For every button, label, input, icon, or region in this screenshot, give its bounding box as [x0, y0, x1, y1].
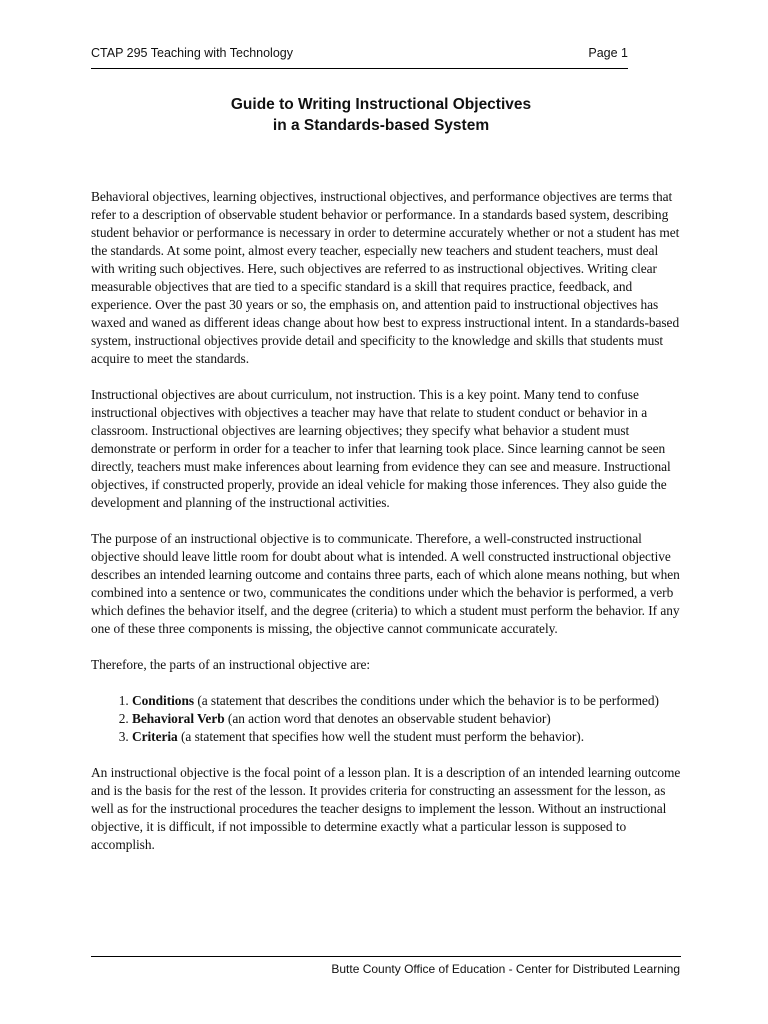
list-term: Criteria	[132, 729, 178, 744]
footer-divider	[91, 956, 681, 957]
list-term: Behavioral Verb	[132, 711, 225, 726]
list-description: (an action word that denotes an observable student behavior)	[224, 711, 551, 726]
paragraph-closing: An instructional objective is the focal point of a lesson plan. It is a description of an intended learning outcome and is the basis for the rest of the lesson. It provides criteria for constructing an assessment for the lesson, as well as for the instructional procedures the teacher designs to implement the lesson. Without an instructional objective, it is difficult, if not impossible to determine exactly what a particular lesson is supposed to accomplish.	[91, 765, 681, 852]
paragraph-parts-intro: Therefore, the parts of an instructional objective are:	[91, 657, 371, 672]
page-number: Page 1	[588, 46, 628, 60]
page-footer: Butte County Office of Education - Center for Distributed Learning	[331, 962, 680, 976]
list-term: Conditions	[132, 693, 195, 708]
page-header	[91, 44, 628, 69]
course-title: CTAP 295 Teaching with Technology	[91, 46, 293, 60]
list-item-conditions	[132, 692, 683, 710]
document-body	[91, 188, 683, 872]
list-item-behavioral-verb	[132, 710, 683, 728]
list-item-criteria	[132, 728, 683, 746]
paragraph-curriculum: Instructional objectives are about curriculum, not instruction. This is a key point. Many tend to confuse instructional objectives with objectives a teacher may have that relate to student conduct or behavior in a classroom. Instructional objectives are learning objectives; they specify what behavior a student must demonstrate or perform in order for a teacher to infer that learning took place. Since learning cannot be seen directly, teachers must make inferences about learning from evidence they can see and measure. Instructional objectives, if constructed properly, provide an ideal vehicle for making those inferences. They also guide the development and planning of the instructional activities.	[91, 387, 671, 510]
objective-parts-list	[91, 692, 683, 746]
title-line-1: Guide to Writing Instructional Objectives	[230, 96, 532, 113]
list-description: (a statement that describes the conditions under which the behavior is to be performed)	[194, 693, 659, 708]
document-title	[91, 94, 671, 136]
list-description: (a statement that specifies how well the student must perform the behavior).	[177, 729, 585, 744]
paragraph-intro: Behavioral objectives, learning objectives, instructional objectives, and performance objectives are terms that refer to a description of observable student behavior or performance. In a standards based system, describing student behavior or performance is necessary in order to determine accurately whether or not a student has met the standards. At some point, almost every teacher, especially new teachers and student teachers, must deal with writing such objectives. Here, such objectives are referred to as instructional objectives. Writing clear measurable objectives that are tied to a specific standard is a skill that requires practice, feedback, and experience. Over the past 30 years or so, the emphasis on, and attention paid to instructional objectives has waxed and waned as different ideas change about how best to express instructional intent. In a standards-based system, instructional objectives provide detail and specificity to the knowledge and skills that students must acquire to meet the standards.	[91, 189, 680, 366]
paragraph-purpose: The purpose of an instructional objective is to communicate. Therefore, a well-constructed instructional objective should leave little room for doubt about what is intended. A well constructed instructional objective describes an intended learning outcome and contains three parts, each of which alone means nothing, but when combined into a sentence or two, communicates the conditions under which the behavior is performed, a verb which defines the behavior itself, and the degree (criteria) to which a student must perform the behavior. If any one of these three components is missing, the objective cannot communicate accurately.	[91, 531, 680, 636]
title-line-2: in a Standards-based System	[272, 117, 490, 134]
